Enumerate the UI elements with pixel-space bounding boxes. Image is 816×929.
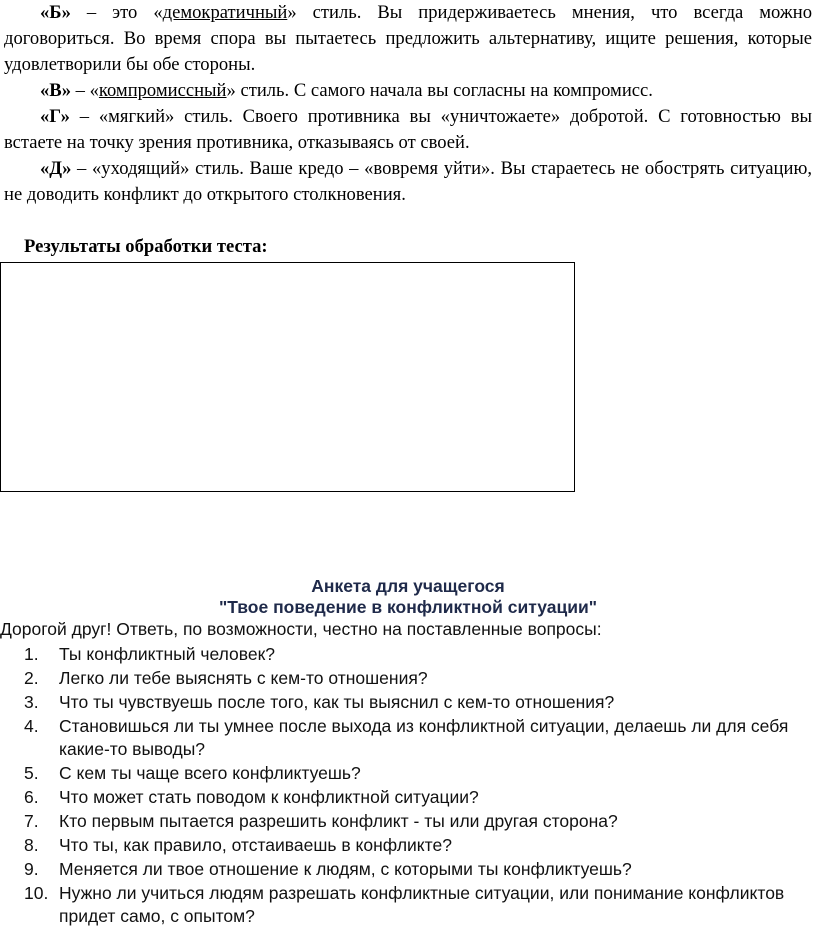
list-item: 8. Что ты, как правило, отстаиваешь в конфликте? <box>24 835 452 855</box>
style-key: «В» <box>40 80 71 101</box>
style-key: «Б» <box>40 2 71 23</box>
style-g-paragraph: «Г» – «мягкий» стиль. Своего противника вы «уничтожаете» добротой. С готовностью вы встаете на точку зрения противника, отказываясь от своей. <box>4 106 812 153</box>
list-item: 7. Кто первым пытается разрешить конфликт - ты или другая сторона? <box>24 811 618 831</box>
results-heading: Результаты обработки теста: <box>24 236 268 257</box>
list-item: 4. Становишься ли ты умнее после выхода из конфликтной ситуации, делаешь ли для себя какие-то выводы? <box>24 716 789 759</box>
list-item: 5. С кем ты чаще всего конфликтуешь? <box>24 763 361 783</box>
list-item: 6. Что может стать поводом к конфликтной ситуации? <box>24 787 479 807</box>
list-item: 9. Меняется ли твое отношение к людям, с которыми ты конфликтуешь? <box>24 859 632 879</box>
survey-greeting: Дорогой друг! Ответь, по возможности, честно на поставленные вопросы: <box>0 619 602 639</box>
style-key: «Д» <box>40 158 72 179</box>
style-term: компромиссный <box>98 80 227 101</box>
survey-subtitle: "Твое поведение в конфликтной ситуации" <box>218 597 598 617</box>
list-item: 2. Легко ли тебе выяснять с кем-то отношения? <box>24 668 428 688</box>
survey-title: Анкета для учащегося <box>311 576 505 596</box>
question-list <box>0 643 816 929</box>
style-d-paragraph: «Д» – «уходящий» стиль. Ваше кредо – «вовремя уйти». Вы стараетесь не обострять ситуацию, не доводить конфликт до открытого столкновения. <box>4 158 812 205</box>
list-item: 1. Ты конфликтный человек? <box>24 644 275 664</box>
list-item: 3. Что ты чувствуешь после того, как ты выяснил с кем-то отношения? <box>24 692 615 712</box>
list-item: 10. Нужно ли учиться людям разрешать конфликтные ситуации, или понимание конфликтов придет само, с опытом? <box>24 883 785 926</box>
style-b-paragraph: «Б» – это «демократичный» стиль. Вы придерживаетесь мнения, что всегда можно договориться. Во время спора вы пытаетесь предложить альтернативу, ищите решения, которые удовлетворили бы обе стороны. <box>4 2 812 75</box>
style-term: демократичный <box>162 2 288 23</box>
style-v-paragraph: «В» – «компромиссный» стиль. С самого начала вы согласны на компромисс. <box>40 80 653 101</box>
style-key: «Г» <box>40 106 70 127</box>
results-box <box>0 262 575 492</box>
